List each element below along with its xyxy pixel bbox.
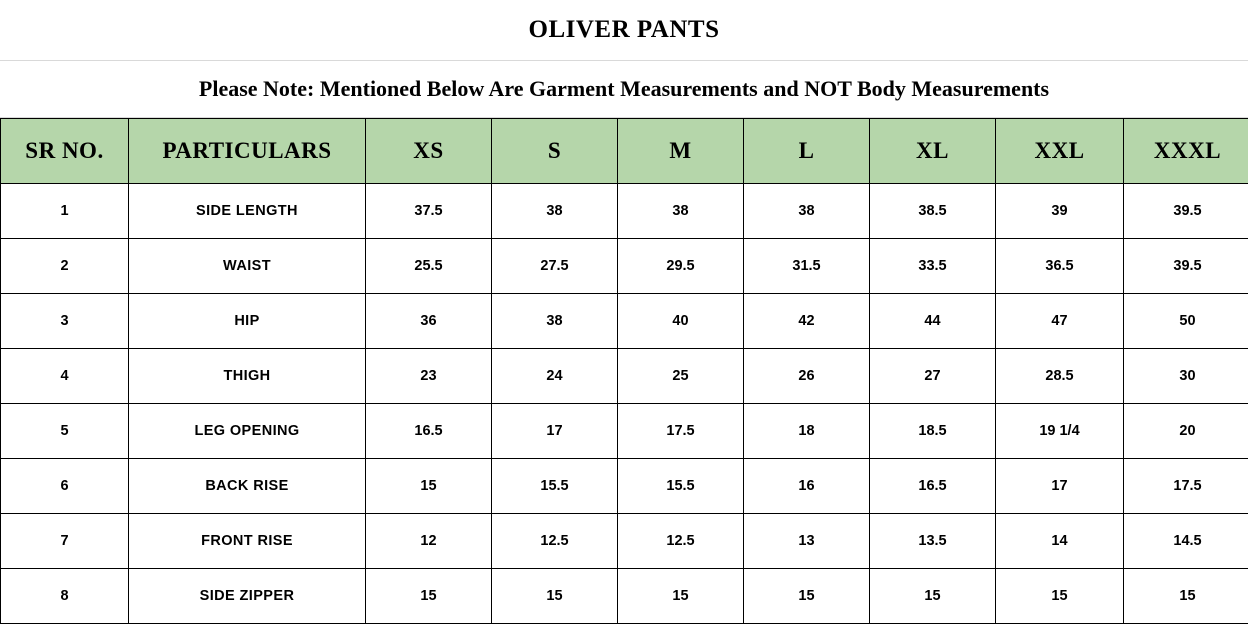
cell-sr-no: 3 <box>1 294 129 349</box>
cell-sr-no: 5 <box>1 404 129 459</box>
cell-s: 17 <box>492 404 618 459</box>
cell-m: 15.5 <box>618 459 744 514</box>
note-bar <box>0 61 1248 118</box>
cell-particular: THIGH <box>129 349 366 404</box>
cell-xs: 25.5 <box>366 239 492 294</box>
cell-sr-no: 1 <box>1 184 129 239</box>
cell-xl: 27 <box>870 349 996 404</box>
cell-m: 12.5 <box>618 514 744 569</box>
cell-particular: SIDE LENGTH <box>129 184 366 239</box>
cell-l: 15 <box>744 569 870 624</box>
table-row <box>1 184 1248 239</box>
cell-m: 17.5 <box>618 404 744 459</box>
cell-xs: 12 <box>366 514 492 569</box>
cell-xxl: 17 <box>996 459 1124 514</box>
cell-xxxl: 20 <box>1124 404 1248 459</box>
cell-xxl: 14 <box>996 514 1124 569</box>
cell-xs: 16.5 <box>366 404 492 459</box>
cell-xs: 37.5 <box>366 184 492 239</box>
cell-xl: 16.5 <box>870 459 996 514</box>
cell-s: 38 <box>492 184 618 239</box>
cell-l: 26 <box>744 349 870 404</box>
header-size-s: S <box>492 119 618 184</box>
table-body <box>1 184 1248 624</box>
table-row <box>1 404 1248 459</box>
header-row <box>1 119 1248 184</box>
cell-xs: 23 <box>366 349 492 404</box>
cell-l: 18 <box>744 404 870 459</box>
cell-xl: 44 <box>870 294 996 349</box>
cell-s: 27.5 <box>492 239 618 294</box>
page-title: OLIVER PANTS <box>528 16 720 43</box>
cell-xl: 38.5 <box>870 184 996 239</box>
cell-xxl: 36.5 <box>996 239 1124 294</box>
cell-xxxl: 15 <box>1124 569 1248 624</box>
table-row <box>1 569 1248 624</box>
cell-xl: 18.5 <box>870 404 996 459</box>
header-size-xl: XL <box>870 119 996 184</box>
cell-xxxl: 17.5 <box>1124 459 1248 514</box>
table-row <box>1 514 1248 569</box>
table-row <box>1 459 1248 514</box>
table-header <box>1 119 1248 184</box>
cell-s: 24 <box>492 349 618 404</box>
table-row <box>1 294 1248 349</box>
cell-xxxl: 39.5 <box>1124 184 1248 239</box>
cell-xxxl: 14.5 <box>1124 514 1248 569</box>
cell-xxxl: 30 <box>1124 349 1248 404</box>
header-size-l: L <box>744 119 870 184</box>
cell-particular: BACK RISE <box>129 459 366 514</box>
header-size-m: M <box>618 119 744 184</box>
cell-m: 29.5 <box>618 239 744 294</box>
table-row <box>1 349 1248 404</box>
cell-sr-no: 4 <box>1 349 129 404</box>
cell-xxl: 28.5 <box>996 349 1124 404</box>
cell-sr-no: 8 <box>1 569 129 624</box>
cell-l: 42 <box>744 294 870 349</box>
cell-particular: SIDE ZIPPER <box>129 569 366 624</box>
cell-xs: 36 <box>366 294 492 349</box>
cell-xxxl: 39.5 <box>1124 239 1248 294</box>
cell-particular: LEG OPENING <box>129 404 366 459</box>
cell-xl: 33.5 <box>870 239 996 294</box>
title-bar <box>0 0 1248 61</box>
cell-particular: FRONT RISE <box>129 514 366 569</box>
cell-xs: 15 <box>366 569 492 624</box>
cell-l: 38 <box>744 184 870 239</box>
cell-m: 40 <box>618 294 744 349</box>
size-chart-table-wrapper <box>0 118 1248 624</box>
cell-xl: 15 <box>870 569 996 624</box>
size-chart-table <box>0 118 1248 624</box>
cell-l: 16 <box>744 459 870 514</box>
cell-l: 13 <box>744 514 870 569</box>
cell-sr-no: 6 <box>1 459 129 514</box>
cell-xxxl: 50 <box>1124 294 1248 349</box>
measurement-note: Please Note: Mentioned Below Are Garment Measurements and NOT Body Measurements <box>198 76 1050 101</box>
header-sr-no: SR NO. <box>1 119 129 184</box>
header-size-xxl: XXL <box>996 119 1124 184</box>
cell-xl: 13.5 <box>870 514 996 569</box>
table-row <box>1 239 1248 294</box>
cell-m: 15 <box>618 569 744 624</box>
cell-s: 38 <box>492 294 618 349</box>
header-size-xs: XS <box>366 119 492 184</box>
cell-sr-no: 7 <box>1 514 129 569</box>
cell-xxl: 47 <box>996 294 1124 349</box>
cell-xxl: 15 <box>996 569 1124 624</box>
cell-sr-no: 2 <box>1 239 129 294</box>
header-size-xxxl: XXXL <box>1124 119 1248 184</box>
header-particulars: PARTICULARS <box>129 119 366 184</box>
cell-xs: 15 <box>366 459 492 514</box>
cell-m: 25 <box>618 349 744 404</box>
cell-s: 15 <box>492 569 618 624</box>
cell-xxl: 19 1/4 <box>996 404 1124 459</box>
cell-xxl: 39 <box>996 184 1124 239</box>
cell-s: 15.5 <box>492 459 618 514</box>
cell-m: 38 <box>618 184 744 239</box>
cell-l: 31.5 <box>744 239 870 294</box>
cell-particular: WAIST <box>129 239 366 294</box>
cell-s: 12.5 <box>492 514 618 569</box>
cell-particular: HIP <box>129 294 366 349</box>
